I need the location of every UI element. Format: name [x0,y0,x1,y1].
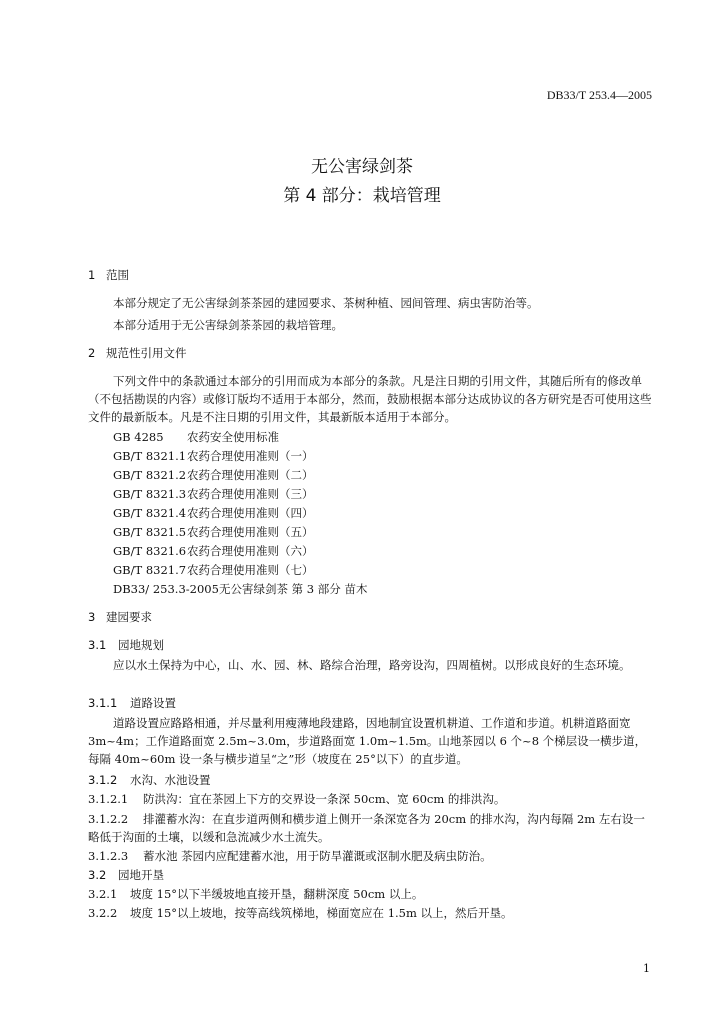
reference-item: GB/T 8321.5农药合理使用准则（五） [113,525,314,539]
paragraph: 应以水土保持为中心，山、水、园、林、路综合治理，路旁设沟，四周植树。以形成良好的生态环境。 [113,658,631,672]
reference-item: GB/T 8321.7农药合理使用准则（七） [113,563,314,577]
document-subtitle: 第 4 部分：栽培管理 [283,186,441,206]
clause-3-1-2-3: 3.1.2.3 蓄水池 茶园内应配建蓄水池，用于防旱灌溉或沤制水肥及病虫防治。 [88,849,492,863]
paragraph: 道路设置应路路相通，并尽量利用瘦薄地段建路，因地制宜设置机耕道、工作道和步道。机耕道路面宽 3m~4m；工作道路面宽 2.5m~3.0m，步道路面宽 1.0m~1.5m。山地茶园以 6 个~8 个梯层设一横步道，每隔 40m~60m 设一条与横步道呈“之”形（坡度在 25°以下）的直步道。 [88,716,647,766]
section-number: 1 [88,268,96,282]
clause-3-1-2-2: 3.1.2.2 排灌蓄水沟：在直步道两侧和横步道上侧开一条深宽各为 20cm 的排水沟，沟内每隔 2m 左右设一略低于沟面的土壤，以缓和急流减少水土流失。 [88,812,645,844]
subsection-3-1-1-heading: 3.1.1 道路设置 [88,696,176,710]
section-3-heading [88,609,152,625]
clause-3-2-2: 3.2.2 坡度 15°以上坡地，按等高线筑梯地，梯面宽应在 1.5m 以上，然后开垦。 [88,906,513,920]
reference-item: GB/T 8321.6农药合理使用准则（六） [113,544,314,558]
clause-3-2-1: 3.2.1 坡度 15°以下半缓坡地直接开垦，翻耕深度 50cm 以上。 [88,887,424,901]
reference-item: DB33/ 253.3-2005无公害绿剑茶 第 3 部分 苗木 [113,582,368,596]
page-number: 1 [643,962,650,975]
section-number: 2 [88,346,96,360]
reference-item: GB/T 8321.3农药合理使用准则（三） [113,487,314,501]
reference-item: GB/T 8321.2农药合理使用准则（二） [113,468,314,482]
section-title: 建园要求 [106,610,152,624]
paragraph: 本部分规定了无公害绿剑茶茶园的建园要求、茶树种植、园间管理、病虫害防治等。 [113,296,539,310]
subsection-3-1-2-heading: 3.1.2 水沟、水池设置 [88,773,211,787]
section-title: 规范性引用文件 [106,346,187,360]
document-code: DB33/T 253.4—2005 [546,88,652,102]
reference-item: GB 4285 农药安全使用标准 [113,430,279,444]
reference-item: GB/T 8321.4农药合理使用准则（四） [113,506,314,520]
document-title: 无公害绿剑茶 [311,157,413,177]
clause-3-1-2-1: 3.1.2.1 防洪沟：宜在茶园上下方的交界设一条深 50cm、宽 60cm 的排洪沟。 [88,792,506,806]
section-title: 范围 [106,268,129,282]
reference-item: GB/T 8321.1农药合理使用准则（一） [113,449,314,463]
subsection-3-1-heading: 3.1 园地规划 [88,638,164,652]
paragraph: 下列文件中的条款通过本部分的引用而成为本部分的条款。凡是注日期的引用文件，其随后所有的修改单（不包括勘误的内容）或修订版均不适用于本部分，然而，鼓励根据本部分达成协议的各方研究是否可使用这些文件的最新版本。凡是不注日期的引用文件，其最新版本适用于本部分。 [88,374,652,424]
subsection-3-2-heading: 3.2 园地开垦 [88,868,164,882]
section-number: 3 [88,610,96,624]
section-2-heading [88,345,187,361]
section-1-heading [88,267,129,283]
paragraph: 本部分适用于无公害绿剑茶茶园的栽培管理。 [113,318,343,332]
